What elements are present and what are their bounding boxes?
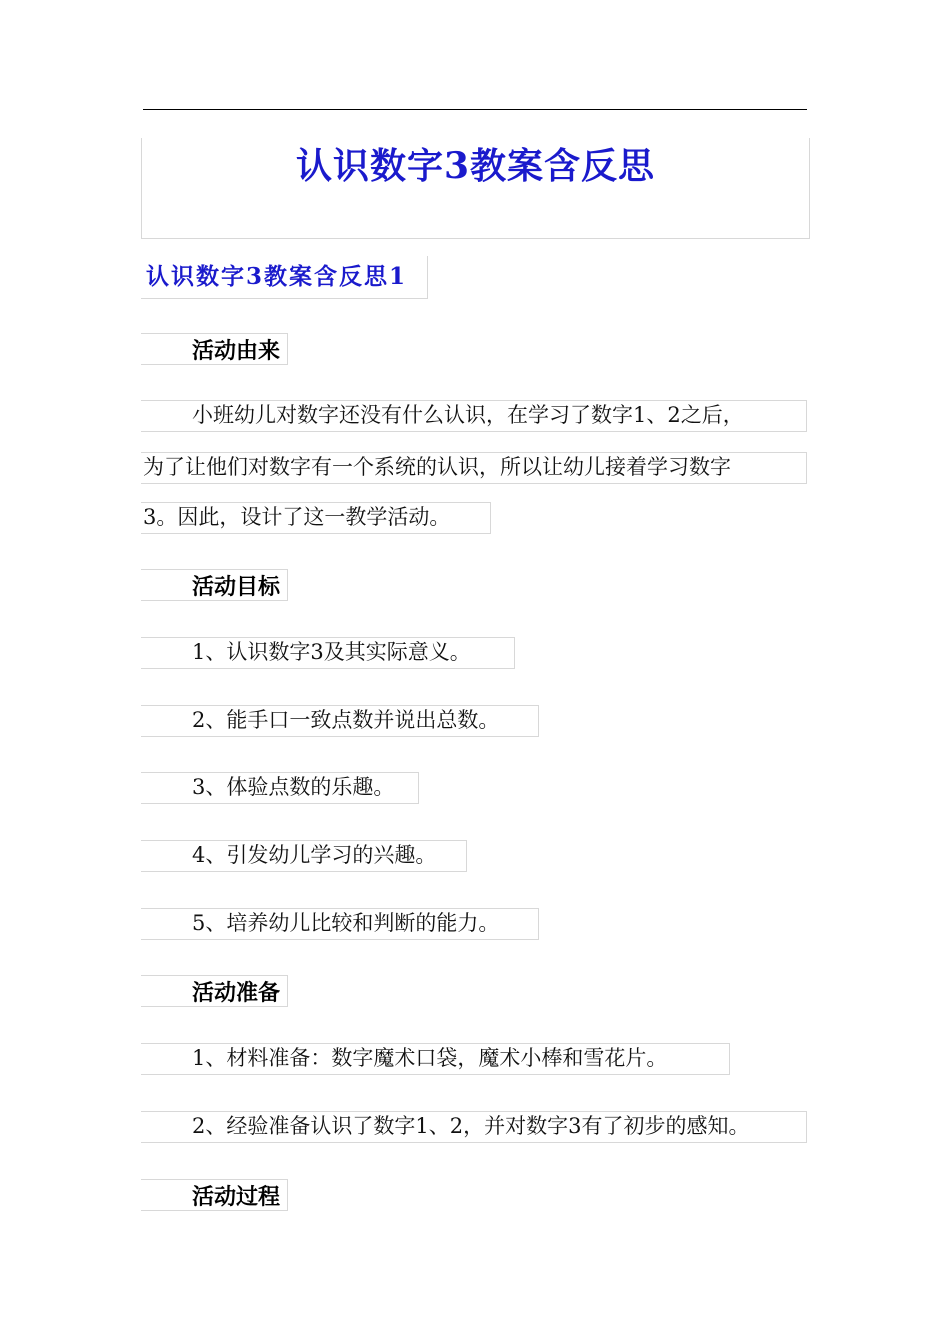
heading-goals: 活动目标	[192, 575, 281, 600]
list-item	[141, 1043, 730, 1075]
title-box	[141, 138, 810, 239]
heading-process: 活动过程	[192, 1185, 281, 1210]
origin-line-3: 3。因此，设计了这一教学活动。	[143, 505, 451, 529]
heading-goals-box	[141, 569, 288, 601]
origin-line-1: 小班幼儿对数字还没有什么认识，在学习了数字1、2之后，	[192, 403, 744, 427]
list-item	[141, 637, 515, 669]
list-item	[141, 908, 539, 940]
top-rule	[143, 109, 807, 110]
list-item	[141, 772, 419, 804]
preparation-item-2: 2、经验准备认识了数字1、2，并对数字3有了初步的感知。	[192, 1114, 750, 1138]
goal-item-4: 4、引发幼儿学习的兴趣。	[192, 843, 437, 867]
goal-item-2: 2、能手口一致点数并说出总数。	[192, 708, 500, 732]
preparation-item-1: 1、材料准备：数字魔术口袋，魔术小棒和雪花片。	[192, 1046, 668, 1070]
list-item	[141, 1111, 807, 1143]
paragraph-line	[141, 502, 491, 534]
subtitle-box	[141, 256, 428, 299]
document-title: 认识数字3教案含反思	[295, 145, 656, 187]
heading-process-box	[141, 1179, 288, 1211]
list-item	[141, 840, 467, 872]
origin-line-2: 为了让他们对数字有一个系统的认识，所以让幼儿接着学习数字	[143, 455, 731, 479]
heading-preparation-box	[141, 975, 288, 1007]
paragraph-line	[141, 452, 807, 484]
goal-item-1: 1、认识数字3及其实际意义。	[192, 640, 471, 664]
list-item	[141, 705, 539, 737]
section-subtitle: 认识数字3教案含反思1	[146, 263, 408, 290]
heading-origin-box	[141, 333, 288, 365]
goal-item-3: 3、体验点数的乐趣。	[192, 775, 395, 799]
goal-item-5: 5、培养幼儿比较和判断的能力。	[192, 911, 500, 935]
paragraph-line	[141, 400, 807, 432]
heading-preparation: 活动准备	[192, 981, 281, 1006]
heading-origin: 活动由来	[192, 339, 281, 364]
